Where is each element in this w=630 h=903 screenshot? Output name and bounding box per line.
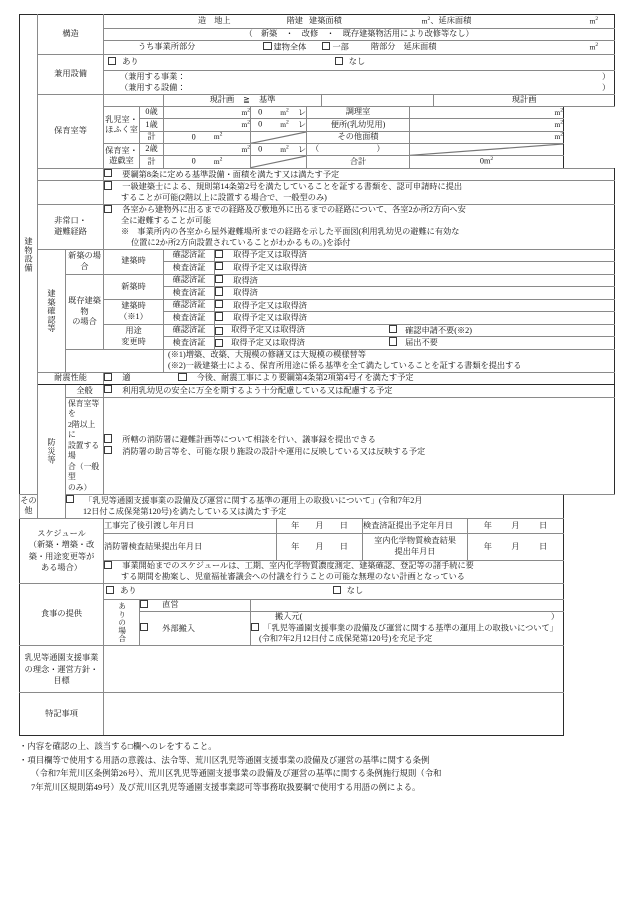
checkbox-fire-dept-consult[interactable]: 所轄の消防署に避難計画等について相談を行い、議事録を提出できる: [104, 434, 614, 446]
meals-source-label: 搬入元(: [275, 612, 303, 622]
disaster-general-text[interactable]: 利用乳幼児の安全に万全を期するよう十分配慮している又は配慮する予定: [104, 385, 615, 398]
checkbox-meals-standard[interactable]: 「乳児等通園支援事業の設備及び運営に関する基準の運用上の取扱いについて」: [251, 623, 563, 635]
schedule-fire-dept-date[interactable]: 年 月 日: [277, 534, 363, 560]
nursery-age-label-4: 計: [140, 156, 164, 169]
nursery-current-0: $m^2$: [164, 107, 251, 119]
nursery-current-1: $m^2$: [164, 119, 251, 131]
meals-source-paren: ）: [550, 612, 560, 622]
footer-note-2-line-2: （令和7年荒川区条例第26号）、荒川区乳児等通園支援事業の設備及び運営の基準に関する条例施行規則（令和: [31, 769, 442, 779]
checkbox-icon: [333, 586, 341, 594]
structure-floor-part-label: 階部分 延床面積: [370, 42, 437, 51]
nursery-corner-blank: [104, 95, 164, 107]
row-label-philosophy: 乳児等通園支援事業 の理念・運営方針・ 目標: [20, 646, 104, 693]
row-label-emergency-exit: 非常口・ 避難経路: [38, 204, 104, 249]
checkbox-icon: [104, 181, 112, 189]
building-confirm-new-confirm-option[interactable]: 取得予定又は取得済: [215, 249, 615, 262]
footer-note-2-line-3: 7年荒川区規則第49号）及び荒川区乳児等通園支援事業認可等事務取扱要綱で使用する用語の例による。: [31, 783, 421, 793]
vertical-label-building-confirm: 建築確認等: [38, 249, 66, 372]
row-label-nursery-rooms: 保育室等: [38, 95, 104, 169]
checkbox-icon: [389, 325, 397, 333]
structure-zo: 造: [198, 16, 207, 25]
nursery-standard-0: 0 $m^2$ レ: [251, 107, 307, 119]
shared-equipment-choices: [104, 55, 615, 71]
structure-build-area-label: 建築面積: [309, 16, 342, 25]
checkbox-icon: [66, 495, 74, 503]
cert-label-confirm-4: 確認済証: [164, 324, 215, 337]
checkbox-icon: [140, 600, 148, 608]
cert-label-inspect-1: 検査済証: [164, 262, 215, 275]
building-confirm-existing-build-confirm[interactable]: 取得予定又は取得済: [215, 299, 615, 312]
checkbox-icon: [104, 434, 112, 442]
building-equipment-text: 建物設備: [24, 237, 33, 273]
row-label-structure: 構造: [38, 15, 104, 55]
checkbox-icon: [215, 300, 223, 308]
building-confirm-existing-newbuild-confirm[interactable]: 取得済: [215, 274, 615, 287]
structure-line-3: [104, 40, 615, 55]
structure-part-area-unit: $m^2$: [589, 42, 599, 52]
nursery-right-value-4: $0m^2$: [410, 156, 564, 169]
checkbox-meals-direct[interactable]: 直営: [140, 599, 251, 612]
checkbox-icon: [108, 57, 116, 65]
nursery-current-4: 0 $m^2$: [164, 156, 251, 169]
schedule-fire-dept-label: 消防署検査結果提出年月日: [104, 534, 277, 560]
checkbox-icon: [104, 446, 112, 454]
building-confirm-at-new-build: 新築時: [104, 274, 164, 299]
checkbox-icon: [140, 623, 148, 631]
footer-notes: [19, 741, 614, 794]
building-confirm-new-inspect-option[interactable]: 取得予定又は取得済: [215, 262, 615, 275]
nursery-right-label-2: その他面積: [307, 131, 410, 143]
nursery-group-playroom: 保育室・ 遊戯室: [104, 144, 140, 169]
structure-total-area-label: 、延床面積: [430, 16, 472, 25]
nursery-note-2[interactable]: 一級建築士による、規則第14条第2号を満たしていることを証する書類を、認可申請時に提出 することが可能(2階以上に設置する場合で、一般型のみ): [104, 181, 615, 204]
shared-equipment-details: [104, 70, 615, 95]
nursery-right-label-4: 合計: [307, 156, 410, 169]
building-confirm-existing-build-inspect[interactable]: 取得予定又は取得済: [215, 312, 615, 325]
meals-if-yes-vertical: ありの場合: [104, 599, 140, 646]
structure-office-part-label: うち事業所部分: [138, 42, 196, 51]
checkbox-icon: [215, 275, 223, 283]
nursery-group-infant: 乳児室・ ほふく室: [104, 107, 140, 144]
checkbox-fire-dept-advice[interactable]: 消防署の助言等を、可能な限り施設の設計や運用に反映している又は反映する予定: [104, 446, 614, 458]
nursery-note-label-blank-2: [38, 181, 104, 204]
emergency-exit-content[interactable]: 各室から建物外に出るまでの経路及び敷地外に出るまでの経路について、各室2か所2方向へ安 全に避難することが可能 ※ 事業所内の各室から屋外避難場所までの経路を示した平面図(利用乳幼児の避難に有効な 位置に2か所2方向設置されていることがわかるもの。)を添付: [104, 204, 615, 249]
cert-label-confirm-1: 確認済証: [164, 249, 215, 262]
nursery-header-current-plan-right: 現計画: [434, 95, 615, 107]
schedule-handover-label: 工事完了後引渡し年月日: [104, 518, 277, 534]
nursery-standard-3: 0 $m^2$ レ: [251, 144, 307, 156]
structure-floors: 階建: [286, 16, 303, 25]
checkbox-icon: [263, 42, 271, 50]
checkbox-partial-building[interactable]: 一部: [322, 42, 349, 54]
cert-label-confirm-2: 確認済証: [164, 274, 215, 287]
building-confirm-existing-case: 既存建築物 の場合: [66, 274, 104, 349]
checkbox-meals-yes[interactable]: あり: [106, 586, 137, 598]
building-confirm-footnote-label-blank: [66, 349, 164, 372]
checkbox-icon: [389, 337, 397, 345]
structure-line-2: （ 新築 ・ 改修 ・ 既存建築物活用により改修等なし）: [104, 28, 615, 40]
disaster-upper-floor-label: 保育室等を 2階以上に 設置する場 合（一般型 のみ）: [66, 397, 104, 495]
cert-label-inspect-2: 検査済証: [164, 287, 215, 300]
checkbox-icon: [104, 373, 112, 381]
nursery-header-compare: 現計画 ≧ 基準: [164, 95, 322, 107]
checkbox-icon: [322, 42, 330, 50]
checkbox-shared-no[interactable]: なし: [335, 57, 366, 69]
checkbox-whole-building[interactable]: 建物全体: [263, 42, 306, 54]
building-confirm-at-build-new: 建築時: [104, 249, 164, 274]
schedule-note[interactable]: 事業開始までのスケジュールは、工期、室内化学物質濃度測定、建築確認、登記等の諸手続に要 する期間を勘案し、児童福祉審議会への付議を行うことの可能な無理のない計画となっている: [104, 560, 564, 583]
checkbox-icon: [106, 586, 114, 594]
disaster-upper-floor-content[interactable]: [104, 397, 615, 495]
structure-ground: 地上: [214, 16, 231, 25]
building-confirm-usechange-confirm[interactable]: 取得予定又は取得済 確認申請不要(※2): [215, 324, 615, 337]
row-label-special-notes: 特記事項: [20, 693, 104, 736]
checkbox-no-notification[interactable]: 届出不要: [389, 337, 438, 349]
checkbox-icon: [104, 205, 112, 213]
schedule-inspect-submit-date[interactable]: 年 月 日: [468, 518, 564, 534]
nursery-right-value-0: $m^2$: [410, 107, 564, 119]
structure-build-area-unit: $m^2$: [421, 16, 431, 26]
checkbox-icon: [178, 373, 186, 381]
disaster-general-label: 全般: [66, 385, 104, 398]
checkbox-meals-no[interactable]: なし: [333, 586, 364, 598]
nursery-standard-1: 0 $m^2$ レ: [251, 119, 307, 131]
building-confirm-footnotes: (※1)増築、改築、大規模の修繕又は大規模の模様替等 (※2)一級建築士による、保育所用途に係る基準を全て満たしていることを証する書類を提出する: [164, 349, 615, 372]
building-confirm-new-case: 新築の場合: [66, 249, 104, 274]
building-confirm-existing-newbuild-inspect[interactable]: 取得済: [215, 287, 615, 300]
checkbox-icon: [104, 385, 112, 393]
footer-note-1: ・内容を確認の上、該当する□欄へのレをすること。: [19, 742, 217, 752]
checkbox-meals-external[interactable]: 外部搬入: [140, 612, 251, 646]
checkbox-seismic-planned[interactable]: 今後、耐震工事により要綱第4条第2項第4号イを満たす予定: [178, 373, 413, 385]
nursery-age-label-3: 2歳: [140, 144, 164, 156]
checkbox-icon: [215, 262, 223, 270]
nursery-right-value-3-diagonal: [410, 144, 564, 156]
checkbox-icon: [215, 312, 223, 320]
vertical-label-disaster: 防災等: [38, 385, 66, 519]
checkbox-icon: [215, 327, 223, 335]
cert-label-inspect-4: 検査済証: [164, 337, 215, 350]
nursery-standard-4-diagonal: [251, 156, 307, 169]
checkbox-icon: [335, 57, 343, 65]
schedule-handover-date[interactable]: 年 月 日: [277, 518, 363, 534]
schedule-inspect-submit-label: 検査済証提出予定年月日: [363, 518, 468, 534]
checkbox-no-application[interactable]: 確認申請不要(※2): [389, 325, 472, 337]
checkbox-icon: [251, 623, 259, 631]
meals-external-details[interactable]: 搬入元( ） 「乳児等通園支援事業の設備及び運営に関する基準の運用上の取扱いについて」 (令和7年2月12日付こ成保発第120号)を充足予定: [251, 612, 564, 646]
building-confirm-usechange-inspect[interactable]: 取得予定又は取得済 届出不要: [215, 337, 615, 350]
seismic-options[interactable]: [104, 372, 615, 385]
nursery-current-2: 0 $m^2$: [164, 131, 251, 143]
checkbox-icon: [215, 339, 223, 347]
checkbox-shared-yes[interactable]: あり: [108, 57, 139, 69]
checkbox-seismic-ok[interactable]: 適: [104, 373, 130, 385]
nursery-right-label-3: （ ）: [307, 144, 410, 156]
nursery-right-value-2: $m^2$: [410, 131, 564, 143]
nursery-current-3: $m^2$: [164, 144, 251, 156]
shared-equipment-paren: ）: [601, 82, 611, 92]
checkbox-icon: [104, 169, 112, 177]
structure-total-area-unit: $m^2$: [589, 16, 599, 26]
shared-equipment-label: （兼用する設備：: [120, 82, 186, 92]
special-notes-input-area[interactable]: [104, 693, 564, 736]
nursery-age-label-1: 1歳: [140, 119, 164, 131]
meals-yes-no[interactable]: [104, 584, 564, 600]
structure-line-1: [104, 15, 615, 29]
checkbox-icon: [215, 287, 223, 295]
disaster-other-label: その他: [20, 495, 38, 518]
row-label-schedule: スケジュール （新築・増築・改 築・用途変更等が ある場合）: [20, 518, 104, 583]
philosophy-input-area[interactable]: [104, 646, 564, 693]
nursery-standard-2-diagonal: [251, 131, 307, 143]
disaster-other-content[interactable]: 「乳児等通園支援事業の設備及び運営に関する基準の運用上の取扱いについて」(令和7年2月 12日付こ成保発第120号)を満たしている又は満たす予定: [66, 495, 564, 518]
row-label-seismic: 耐震性能: [38, 372, 104, 385]
building-confirm-use-change: 用途 変更時: [104, 324, 164, 349]
cert-label-inspect-3: 検査済証: [164, 312, 215, 325]
nursery-right-label-0: 調理室: [307, 107, 410, 119]
meals-direct-blank[interactable]: [251, 599, 564, 612]
shared-business-label: （兼用する事業：: [120, 71, 186, 81]
row-label-shared-equipment: 兼用設備: [38, 55, 104, 95]
nursery-right-value-1: $m^2$: [410, 119, 564, 131]
schedule-chemical-label: 室内化学物質検査結果 提出年月日: [363, 534, 468, 560]
schedule-chemical-date[interactable]: 年 月 日: [468, 534, 564, 560]
footer-note-2-line-1: ・項目欄等で使用する用語の意義は、法令等、荒川区乳児等通園支援事業の設備及び運営の基準に関する条例: [19, 755, 430, 765]
cert-label-confirm-3: 確認済証: [164, 299, 215, 312]
nursery-right-corner-blank: [322, 95, 434, 107]
facility-application-form: [19, 14, 615, 736]
nursery-note-1[interactable]: 要綱第8条に定める基準設備・面積を満たす又は満たす予定: [104, 168, 615, 181]
vertical-label-building-equipment: [20, 15, 38, 495]
row-label-meals: 食事の提供: [20, 584, 104, 646]
checkbox-icon: [215, 250, 223, 258]
building-confirm-at-build-note: 建築時 （※1）: [104, 299, 164, 324]
checkbox-icon: [104, 561, 112, 569]
nursery-right-label-1: 便所(乳幼児用): [307, 119, 410, 131]
nursery-note-label-blank-1: [38, 168, 104, 181]
shared-business-paren: ）: [601, 71, 611, 81]
nursery-age-label-0: 0歳: [140, 107, 164, 119]
nursery-age-label-2: 計: [140, 131, 164, 143]
